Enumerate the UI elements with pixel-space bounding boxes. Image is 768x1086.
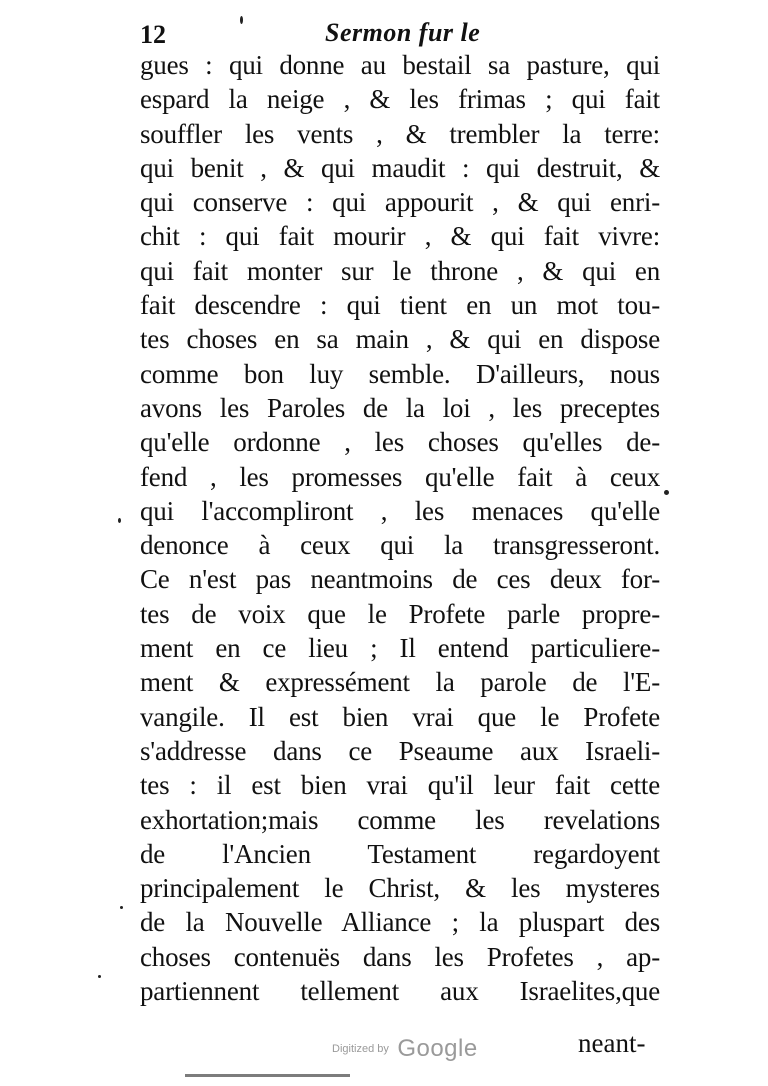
- text-line: tes choses en sa main , & qui en dispose: [140, 324, 660, 355]
- ink-speck: [118, 518, 121, 523]
- digitization-watermark: [332, 1035, 478, 1063]
- text-line: s'addresse dans ce Pseaume aux Israeli-: [140, 735, 660, 766]
- text-line: espard la neige , & les frimas ; qui fait: [140, 84, 660, 115]
- ink-speck: [120, 906, 123, 909]
- text-line: vangile. Il est bien vrai que le Profete: [140, 701, 660, 732]
- footer-ink-mark: [185, 1074, 350, 1077]
- text-line: qu'elle ordonne , les choses qu'elles de-: [140, 427, 660, 458]
- text-line: ment en ce lieu ; Il entend particuliere-: [140, 633, 660, 664]
- watermark-brand: Google: [397, 1035, 478, 1062]
- text-line: tes de voix que le Profete parle propre-: [140, 598, 660, 629]
- text-line: Ce n'est pas neantmoins de ces deux for-: [140, 564, 660, 595]
- text-line: chit : qui fait mourir , & qui fait vivre:: [140, 221, 660, 252]
- text-line: comme bon luy semble. D'ailleurs, nous: [140, 358, 660, 389]
- text-line: de la Nouvelle Alliance ; la pluspart des: [140, 907, 660, 938]
- text-line: qui l'accompliront , les menaces qu'elle: [140, 495, 660, 526]
- text-line: qui conserve : qui appourit , & qui enri-: [140, 187, 660, 218]
- running-head: Sermon fur le: [325, 18, 481, 47]
- text-line: tes : il est bien vrai qu'il leur fait cette: [140, 770, 660, 801]
- text-line: principalement le Christ, & les mysteres: [140, 873, 660, 904]
- text-line: qui fait monter sur le throne , & qui en: [140, 255, 660, 286]
- text-line: gues : qui donne au bestail sa pasture, qui: [140, 50, 660, 80]
- catchword: neant-: [578, 1028, 646, 1058]
- ink-speck: [664, 490, 669, 495]
- body-text: [140, 48, 660, 1008]
- text-line: de l'Ancien Testament regardoyent: [140, 838, 660, 869]
- text-line: ment & expressément la parole de l'E-: [140, 667, 660, 698]
- watermark-prefix: Digitized by: [332, 1043, 389, 1055]
- text-line: qui benit , & qui maudit : qui destruit, &: [140, 152, 660, 183]
- text-line: fait descendre : qui tient en un mot tou-: [140, 290, 660, 321]
- text-line: fend , les promesses qu'elle fait à ceux: [140, 461, 660, 492]
- text-line: choses contenuës dans les Profetes , ap-: [140, 941, 660, 972]
- text-line: souffler les vents , & trembler la terre:: [140, 118, 660, 149]
- text-line: denonce à ceux qui la transgresseront.: [140, 530, 660, 561]
- ink-speck: [98, 975, 101, 978]
- text-line: exhortation;mais comme les revelations: [140, 804, 660, 835]
- text-line: avons les Paroles de la loi , les preceptes: [140, 392, 660, 423]
- ink-speck: [240, 16, 243, 24]
- page-number: 12: [140, 20, 166, 49]
- text-line: partiennent tellement aux Israelites,que: [140, 976, 660, 1007]
